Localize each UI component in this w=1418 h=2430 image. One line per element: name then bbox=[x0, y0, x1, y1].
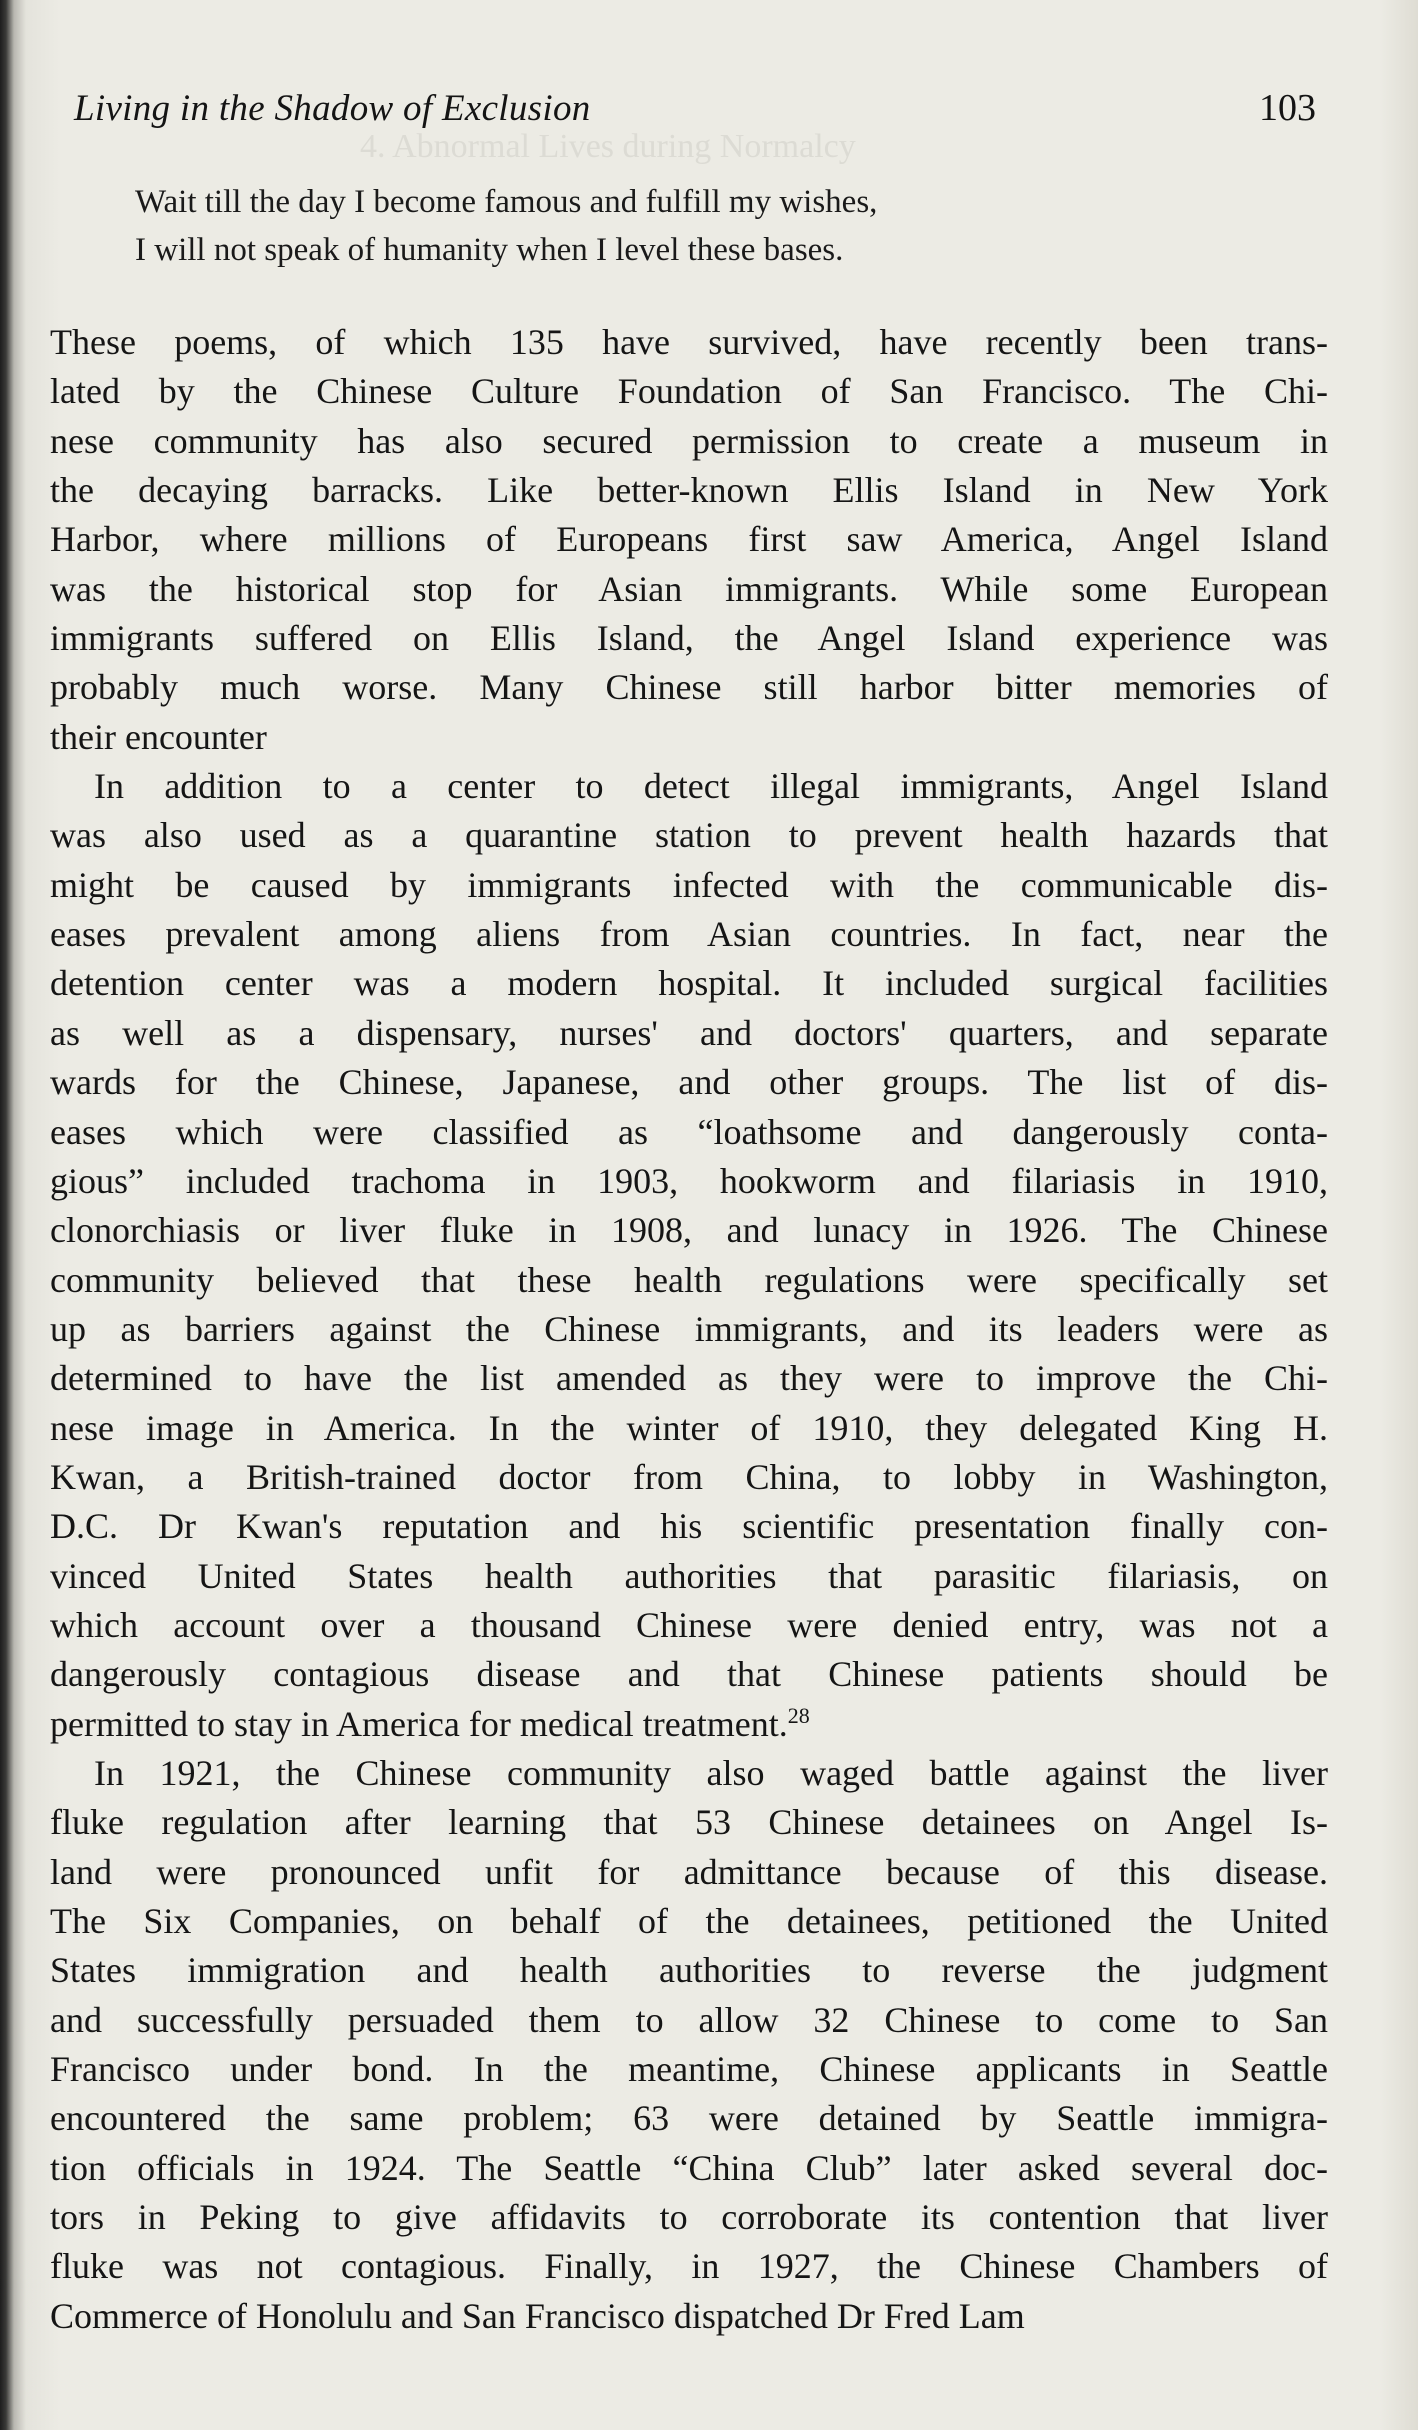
text-line: was also used as a quarantine station to prevent health hazards that bbox=[50, 815, 1328, 856]
text-line: Kwan, a British-trained doctor from China, to lobby in Washington, bbox=[50, 1456, 1328, 1497]
text-line: In 1921, the Chinese community also waged battle against the liver bbox=[94, 1752, 1328, 1793]
text-line: vinced United States health authorities that parasitic filariasis, on bbox=[50, 1555, 1328, 1596]
text-line: eases prevalent among aliens from Asian countries. In fact, near the bbox=[50, 914, 1328, 955]
text-line: These poems, of which 135 have survived, have recently been trans- bbox=[50, 322, 1328, 362]
text-line: which account over a thousand Chinese were denied entry, was not a bbox=[50, 1604, 1328, 1645]
paragraph bbox=[50, 318, 1328, 762]
text-line: permitted to stay in America for medical treatment.$^{28}$ bbox=[50, 1702, 810, 1744]
text-line: nese image in America. In the winter of 1910, they delegated King H. bbox=[50, 1407, 1328, 1448]
text-line: as well as a dispensary, nurses' and doctors' quarters, and separate bbox=[50, 1012, 1328, 1053]
running-header bbox=[74, 86, 1330, 130]
text-line: nese community has also secured permission to create a museum in bbox=[50, 420, 1328, 461]
text-line: was the historical stop for Asian immigrants. While some European bbox=[50, 568, 1328, 609]
text-line: probably much worse. Many Chinese still harbor bitter memories of bbox=[50, 667, 1328, 708]
text-line: their encounter bbox=[50, 716, 267, 757]
text-line: up as barriers against the Chinese immigrants, and its leaders were as bbox=[50, 1308, 1328, 1349]
footnote-marker: 28 bbox=[787, 1702, 810, 1728]
text-line: Commerce of Honolulu and San Francisco dispatched Dr Fred Lam bbox=[50, 2295, 1025, 2336]
text-line: the decaying barracks. Like better-known Ellis Island in New York bbox=[50, 470, 1328, 511]
paragraph bbox=[50, 1749, 1328, 2341]
text-line: The Six Companies, on behalf of the detainees, petitioned the United bbox=[50, 1901, 1328, 1941]
text-line: In addition to a center to detect illegal immigrants, Angel Island bbox=[94, 766, 1328, 807]
text-line: tion officials in 1924. The Seattle “China Club” later asked several doc- bbox=[50, 2147, 1328, 2188]
text-line: community believed that these health regulations were specifically set bbox=[50, 1259, 1328, 1300]
text-line: eases which were classified as “loathsome and dangerously conta- bbox=[50, 1111, 1328, 1152]
text-line: clonorchiasis or liver fluke in 1908, and lunacy in 1926. The Chinese bbox=[50, 1210, 1328, 1251]
paragraph bbox=[50, 762, 1328, 1749]
text-line: dangerously contagious disease and that Chinese patients should be bbox=[50, 1654, 1328, 1695]
text-line: might be caused by immigrants infected with the communicable dis- bbox=[50, 864, 1328, 905]
text-line: fluke regulation after learning that 53 Chinese detainees on Angel Is- bbox=[50, 1802, 1328, 1843]
text-line: determined to have the list amended as they were to improve the Chi- bbox=[50, 1358, 1328, 1399]
bleed-through-heading: 4. Abnormal Lives during Normalcy bbox=[360, 128, 856, 165]
text-line: States immigration and health authorities to reverse the judgment bbox=[50, 1950, 1328, 1991]
text-line: tors in Peking to give affidavits to corroborate its contention that liver bbox=[50, 2197, 1328, 2238]
running-title: Living in the Shadow of Exclusion bbox=[74, 88, 591, 129]
text-line: wards for the Chinese, Japanese, and other groups. The list of dis- bbox=[50, 1062, 1328, 1103]
text-line: Francisco under bond. In the meantime, Chinese applicants in Seattle bbox=[50, 2049, 1328, 2090]
text-line: detention center was a modern hospital. It included surgical facilities bbox=[50, 963, 1328, 1004]
poem-excerpt bbox=[135, 178, 877, 274]
text-line: Harbor, where millions of Europeans first saw America, Angel Island bbox=[50, 519, 1328, 560]
text-line: lated by the Chinese Culture Foundation of San Francisco. The Chi- bbox=[50, 371, 1328, 412]
text-line: land were pronounced unfit for admittance because of this disease. bbox=[50, 1851, 1328, 1892]
text-line: gious” included trachoma in 1903, hookworm and filariasis in 1910, bbox=[50, 1160, 1328, 1201]
text-line: immigrants suffered on Ellis Island, the Angel Island experience was bbox=[50, 618, 1328, 659]
poem-line: Wait till the day I become famous and fulfill my wishes, bbox=[135, 184, 878, 220]
page-number: 103 bbox=[1259, 87, 1316, 129]
text-line: and successfully persuaded them to allow 32 Chinese to come to San bbox=[50, 1999, 1328, 2040]
text-line: D.C. Dr Kwan's reputation and his scientific presentation finally con- bbox=[50, 1506, 1328, 1547]
poem-line: I will not speak of humanity when I level these bases. bbox=[135, 232, 844, 268]
text-line: fluke was not contagious. Finally, in 1927, the Chinese Chambers of bbox=[50, 2246, 1328, 2287]
text-line: encountered the same problem; 63 were detained by Seattle immigra- bbox=[50, 2098, 1328, 2139]
body-text bbox=[50, 318, 1328, 2341]
